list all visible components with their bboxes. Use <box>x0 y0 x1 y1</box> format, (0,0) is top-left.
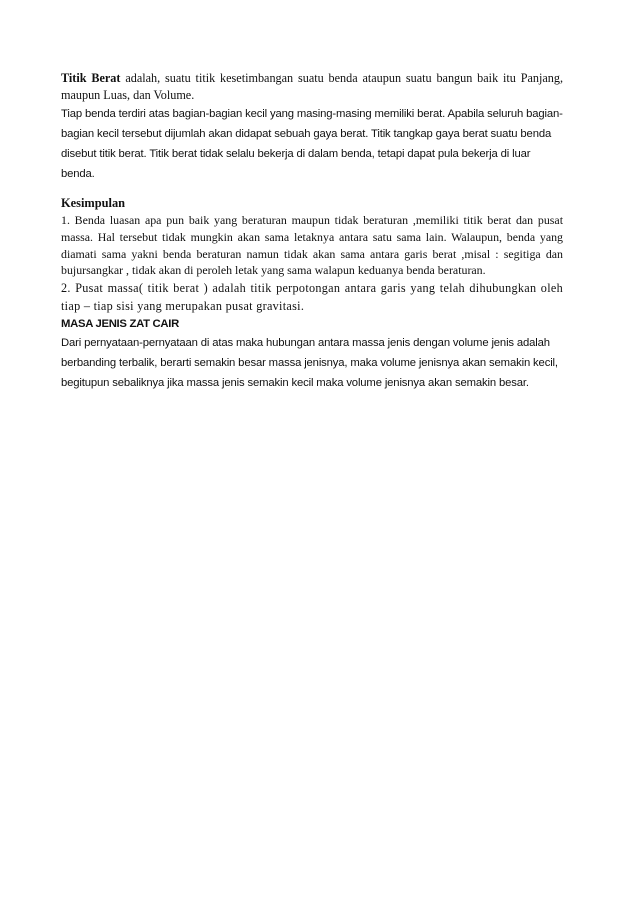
kesimpulan-item-1: 1. Benda luasan apa pun baik yang beraturan maupun tidak beraturan ,memiliki titik berat dan pusat massa. Hal tersebut tidak mungkin akan sama letaknya antara satu sama lain. Walaupun, benda yang diamati sama yakni benda beraturan namun tidak akan sama antara garis berat ,misal : segitiga dan bujursangkar , tidak akan di peroleh letak yang sama walapun keduanya benda beraturan. <box>61 213 563 278</box>
definition-text: adalah, suatu titik kesetimbangan suatu benda ataupun suatu bangun baik itu Panjang, maupun Luas, dan Volume. <box>61 71 564 102</box>
kesimpulan-item-2: 2. Pusat massa( titik berat ) adalah titik perpotongan antara garis yang telah dihubungkan oleh tiap – tiap sisi yang merupakan pusat gravitasi. <box>61 281 563 313</box>
massa-jenis-paragraph: Dari pernyataan-pernyataan di atas maka hubungan antara massa jenis dengan volume jenis adalah berbanding terbalik, berarti semakin besar massa jenisnya, maka volume jenisnya akan semakin kecil, begitupun sebaliknya jika massa jenis semakin kecil maka volume jenisnya akan semakin besar. <box>61 337 558 390</box>
definition-paragraph <box>61 70 563 104</box>
document-body <box>61 70 563 393</box>
massa-jenis-heading: MASA JENIS ZAT CAIR <box>61 318 179 331</box>
intro-paragraph: Tiap benda terdiri atas bagian-bagian kecil yang masing-masing memiliki berat. Apabila seluruh bagian-bagian kecil tersebut dijumlah akan didapat sebuah gaya berat. Titik tangkap gaya berat suatu benda disebut titik berat. Titik berat tidak selalu bekerja di dalam benda, tetapi dapat pula bekerja di luar benda. <box>61 108 563 180</box>
term-titik-berat: Titik Berat <box>61 71 121 85</box>
kesimpulan-heading: Kesimpulan <box>61 196 126 210</box>
